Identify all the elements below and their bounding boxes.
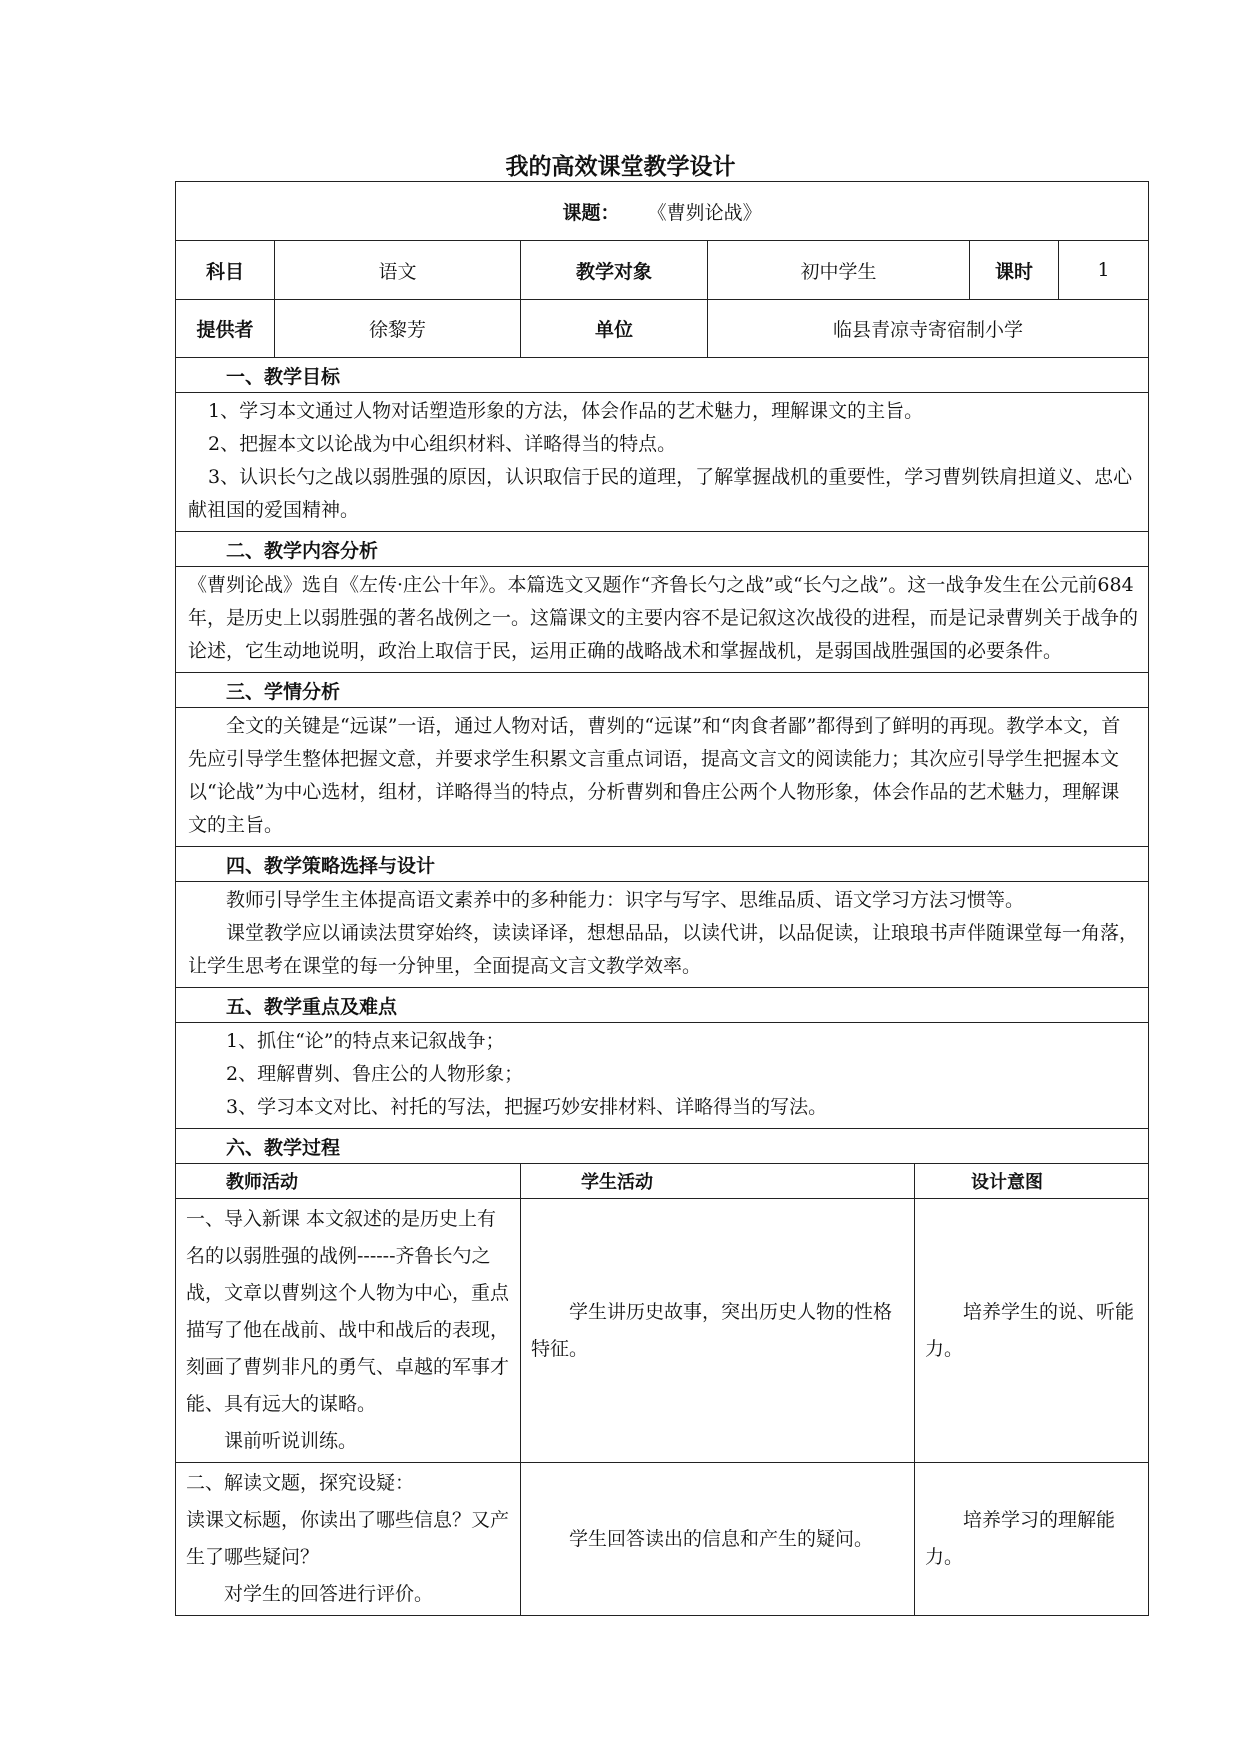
section-heading: 六、教学过程 <box>176 1129 1149 1164</box>
key-point-line: 3、学习本文对比、衬托的写法，把握巧妙安排材料、详略得当的写法。 <box>226 1096 828 1118</box>
provider-label: 提供者 <box>176 300 275 358</box>
section-heading-row <box>176 358 1149 393</box>
section-heading-row <box>176 532 1149 567</box>
hours-label: 课时 <box>970 241 1059 300</box>
section-body-row <box>176 708 1149 847</box>
column-header-student: 学生活动 <box>521 1164 915 1199</box>
section-body-row <box>176 882 1149 988</box>
section-heading: 四、教学策略选择与设计 <box>176 847 1149 882</box>
topic-label: 课题： <box>562 201 620 224</box>
process-header-row <box>176 1164 1149 1199</box>
provider-value: 徐黎芳 <box>275 300 521 358</box>
subject-label: 科目 <box>176 241 275 300</box>
column-header-teacher: 教师活动 <box>176 1164 521 1199</box>
hours-value: 1 <box>1059 241 1149 300</box>
design-intent: 培养学习的理解能力。 <box>925 1509 1116 1568</box>
audience-value: 初中学生 <box>708 241 970 300</box>
design-intent: 培养学生的说、听能力。 <box>925 1300 1135 1360</box>
topic-value: 《曹刿论战》 <box>647 201 762 224</box>
objective-line: 3、认识长勺之战以弱胜强的原因，认识取信于民的道理，了解掌握战机的重要性，学习曹刿铁肩担道义、忠心献祖国的爱国精神。 <box>188 466 1133 521</box>
audience-label: 教学对象 <box>521 241 708 300</box>
section-heading: 五、教学重点及难点 <box>176 988 1149 1023</box>
key-point-line: 2、理解曹刿、鲁庄公的人物形象； <box>226 1063 524 1085</box>
section-heading-row <box>176 847 1149 882</box>
section-heading-row <box>176 673 1149 708</box>
objective-line: 2、把握本文以论战为中心组织材料、详略得当的特点。 <box>208 433 677 455</box>
unit-value: 临县青凉寺寄宿制小学 <box>708 300 1149 358</box>
provider-row <box>176 300 1149 358</box>
student-analysis-paragraph: 全文的关键是“远谋”一语，通过人物对话，曹刿的“远谋”和“肉食者鄙”都得到了鲜明的再现。教学本文，首先应引导学生整体把握文意，并要求学生积累文言重点词语，提高文言文的阅读能力；其次应引导学生把握本文以“论战”为中心选材，组材，详略得当的特点，分析曹刿和鲁庄公两个人物形象，体会作品的艺术魅力，理解课文的主旨。 <box>188 715 1121 836</box>
section-heading: 三、学情分析 <box>176 673 1149 708</box>
section-body-row <box>176 1023 1149 1129</box>
objective-line: 1、学习本文通过人物对话塑造形象的方法，体会作品的艺术魅力，理解课文的主旨。 <box>208 400 924 422</box>
subject-value: 语文 <box>275 241 521 300</box>
section-body-row <box>176 393 1149 532</box>
teacher-activity-line: 读课文标题，你读出了哪些信息？又产生了哪些疑问？ <box>186 1509 510 1568</box>
teacher-activity-extra: 课前听说训练。 <box>224 1430 358 1452</box>
section-heading: 二、教学内容分析 <box>176 532 1149 567</box>
section-heading-row <box>176 988 1149 1023</box>
strategy-paragraph: 教师引导学生主体提高语文素养中的多种能力：识字与写字、思维品质、语文学习方法习惯等。 <box>226 889 1025 911</box>
strategy-paragraph: 课堂教学应以诵读法贯穿始终，读读译译，想想品品，以读代讲，以品促读，让琅琅书声伴随课堂每一角落，让学生思考在课堂的每一分钟里，全面提高文言文教学效率。 <box>188 922 1139 977</box>
student-activity: 学生回答读出的信息和产生的疑问。 <box>569 1527 874 1550</box>
document-title: 我的高效课堂教学设计 <box>505 154 736 180</box>
subject-row <box>176 241 1149 300</box>
unit-label: 单位 <box>521 300 708 358</box>
teacher-activity-extra: 对学生的回答进行评价。 <box>224 1583 434 1605</box>
process-row <box>176 1199 1149 1463</box>
lesson-plan-table <box>175 181 1149 1616</box>
column-header-intent: 设计意图 <box>915 1164 1149 1199</box>
topic-row <box>176 182 1149 241</box>
section-body-row <box>176 567 1149 673</box>
key-point-line: 1、抓住“论”的特点来记叙战争； <box>226 1030 505 1052</box>
teacher-activity: 一、导入新课 本文叙述的是历史上有名的以弱胜强的战例------齐鲁长勺之战，文章以曹刿这个人物为中心，重点描写了他在战前、战中和战后的表现，刻画了曹刿非凡的勇气、卓越的军事才能、具有远大的谋略。 <box>186 1208 510 1415</box>
content-analysis-paragraph: 《曹刿论战》选自《左传·庄公十年》。本篇选文又题作“齐鲁长勺之战”或“长勺之战”。这一战争发生在公元前684年，是历史上以弱胜强的著名战例之一。这篇课文的主要内容不是记叙这次战役的进程，而是记录曹刿关于战争的论述，它生动地说明，政治上取信于民，运用正确的战略战术和掌握战机，是弱国战胜强国的必要条件。 <box>188 574 1139 662</box>
student-activity: 学生讲历史故事，突出历史人物的性格特征。 <box>531 1300 893 1360</box>
section-heading-row <box>176 1129 1149 1164</box>
section-heading: 一、教学目标 <box>176 358 1149 393</box>
process-row <box>176 1463 1149 1616</box>
teacher-activity: 二、解读文题，探究设疑： <box>186 1472 415 1494</box>
